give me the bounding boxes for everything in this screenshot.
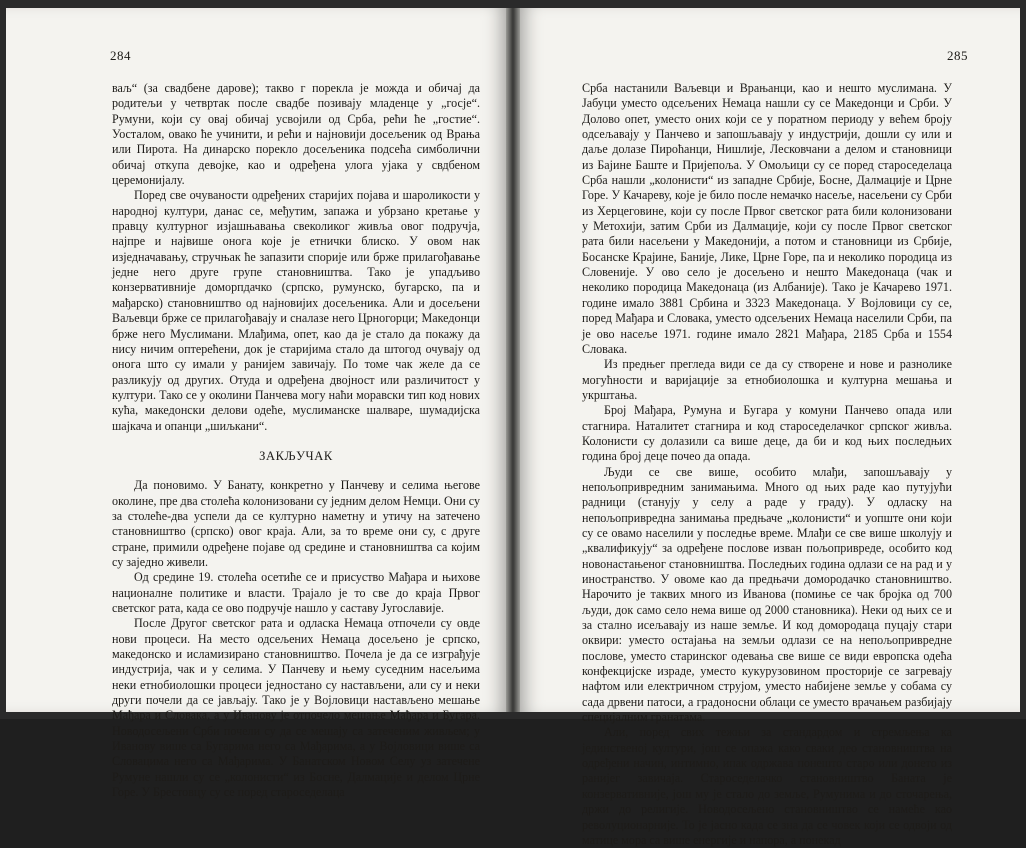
paragraph: ваљ“ (за свадбене дарове); такво г порекла је можда и обичај да родитељи у четвртак после свадбе позивају младенце у „госје“. Румуни, који су овај обичај усвојили од Срба, рећи ће „гостие“. Уосталом, овако ће учинити, и рећи и најновији досељеник од Врања или Пирота. На динарско порекло досељеника подсећа симболични обичај откупа девојке, као и одређена улога ујака у свдбеном церемонијалу. [112,81,480,188]
paragraph: Људи се све више, особито млађи, запошљавају у непољопривредним занимањима. Много од њих раде као путујући радници (станују у селу а раде у граду). У одласку на непољопривредна занимања предњаче „колонисти“ и уопште они који су се овамо населили у последње време. Млађи се све више школују и „квалификују“ за одређене послове изван пољопривреде, особито код новонастањеног становништва. Последњих година одлази се на рад и у иностранство. У овоме као да предњачи домородачко становништво. Нарочито је таквих много из Иванова (помиње се чак бројка од 700 људи, док само село нема више од 2000 становника). Неки од њих се и за стално исељавају из наше земље. И код домородаца пуцају стари оквири: уместо остајања на земљи одлази се на непољопривредне послове, уместо старинског одевања све више се види европска одећа конфекцијске израде, уместо кукурузовином просторије се загревају нафтом или електричном струјом, уместо набијене земље у собама су сада дрвени патоси, а градоносни облаци се уместо врачањем разбијају специјалним гранатама. [582,464,952,725]
paragraph: Да поновимо. У Банату, конкретно у Панчеву и селима његове околине, пре два столећа колонизовани су једним делом Немци. Они су за столеће-два успели да се културно наметну и утичу на затечено становништво (српско) овог краја. Али, за то време они су, с друге стране, примили одређене појаве од средине и становништва са којим су заједно живели. [112,478,481,569]
paragraph: После Другог светског рата и одласка Немаца отпочели су овде нови процеси. На место одсељених Немаца досељено је српско, македонско и исламизирано становништво. Почела је да се изграђује индустрија, чак и у селима. У Панчеву и њему суседним насељима неки етнобиолошки процеси једностано су настављени, али су и неки други почели да се јављају. Тако је у Војловици настављено мешање Мађара и Словака, а у Иванову је отпочело мешање Мађара и Бугара. Новодосељени Срби почели су да се мешају са затеченим живљем; у Иванову више са Бугарима него са Мађарима, а у Војловици више са Словацима него са Мађарима. У Банатском Новом Селу уз затечене Румуне нашли су се „колонисти“ из Босне, Далмације и делом Црне Горе. У Брестовцу су се поред староседелаца [112,616,480,800]
page-number: 285 [947,48,968,63]
paragraph: Али, поред свих тежњи за стандардом и стремљења ка јединственој култури, још се опажа како сваки део становништва на одређени начин, интимно, ипак одржава понешто старо или донето из ранијег завичаја. Староседелачко становништво Баната је конзервативније, још му је стало до земље, Румунима и до сточарења, држи до религије. Новодосељено становништво се намеће као револуционарније. То је јасно када се зна да се човек који се одвоји од матице мора са више енергије и напора, а понекад [582,725,952,847]
left-page [6,8,506,800]
right-page [520,8,1020,847]
page-number: 284 [110,48,131,63]
paragraph: Од средине 19. столећа осетиће се и присуство Мађара и њихове националне политике и власти. Трајало је то све до краја Првог светског рата, када се ово подручје нашло у саставу Југославије. [112,570,480,615]
paragraph: Из предњег прегледа види се да су створене и нове и разноликe могућности и варијације за етнобиолошка и културна мешања и укрштања. [582,357,952,402]
paragraph: Поред све очуваности одређених старијих појава и шароликости у народној култури, данас се, међутим, запажа и убрзано кретање у правцу културног изјашњавања свеколиког живља овог подручја, најпре и највише онога које је етнички блиско. У овом нак изједначавању, стручњак ће запазити спорије или брже прилагођавање једне него друге групе становништва. Тако је упадљиво конзервативније доморпдачко (српско, румунско, бугарско, па и мађарско) становништво од најновијих досељеника. Али и досељени Ваљевци брже се прилагођавају и сналазе него Црногорци; Македонци брже него Муслимани. Млађима, опет, као да је стало да покажу да нису ничим оптерећени, док је старијима стало да штогод очувају од онога што су имали у ранијем завичају. По томе чак желе да се разликују од других. Отуда и одређена двојност или различитост у култури. Тако се у околини Панчева могу наћи моравски тип код нових кућа, македонски делови одеће, муслиманске шалваре, шумадијска шајкача и опанци „шиљкани“. [112,188,480,433]
section-heading: ЗАКЉУЧАК [259,448,333,463]
paragraph: Срба настанили Ваљевци и Врањанци, као и нешто муслимана. У Јабуци уместо одсељених Немаца нашли су се Македонци и Срби. У Долово опет, уместо оних који се у поратном периоду у већем броју одсељавају у Панчево и запошљавају у индустрији, дошли су или и даље долазе Пироћанци, Нишлије, Лесковчани а делом и становници из Бајине Баште и Пријепоља. У Омољици су се поред староседелаца Срба нашли „колонисти“ из западне Србије, Босне, Далмације и Црне Горе. У Качареву, које је било после немачко насеље, насељени су Срби из Херцеговине, који су после Првог светског рата били колонизовани у Метохији, затим Срби из Далмације, који су после Првог светског рата били насељени у Македонији, а потом и становници из Србије, Босанске Крајине, Баније, Лике, Црне Горе, па и неколико породица из Словеније. У ово село је досељено и нешто Македонаца (чак и неколико породица Македонаца (из Албаније). Тако је Качарево 1971. године имало 3881 Србина и 3323 Македонаца. У Војловици су се, поред Мађара и Словака, уместо одсељених Немаца населили Срби, па је ово насеље 1971. године имало 2821 Мађара, 2185 Срба и 1554 Словака. [582,81,952,356]
book-gutter [506,8,520,712]
right-page-text [582,81,952,848]
paragraph: Број Мађара, Румуна и Бугара у комуни Панчево опада или стагнира. Наталитет стагнира и код староседелачког српског живља. Колонисти су долазили са више деце, да би и код њих последњих година број деце почео да опада. [582,403,952,464]
left-page-text [112,81,480,800]
